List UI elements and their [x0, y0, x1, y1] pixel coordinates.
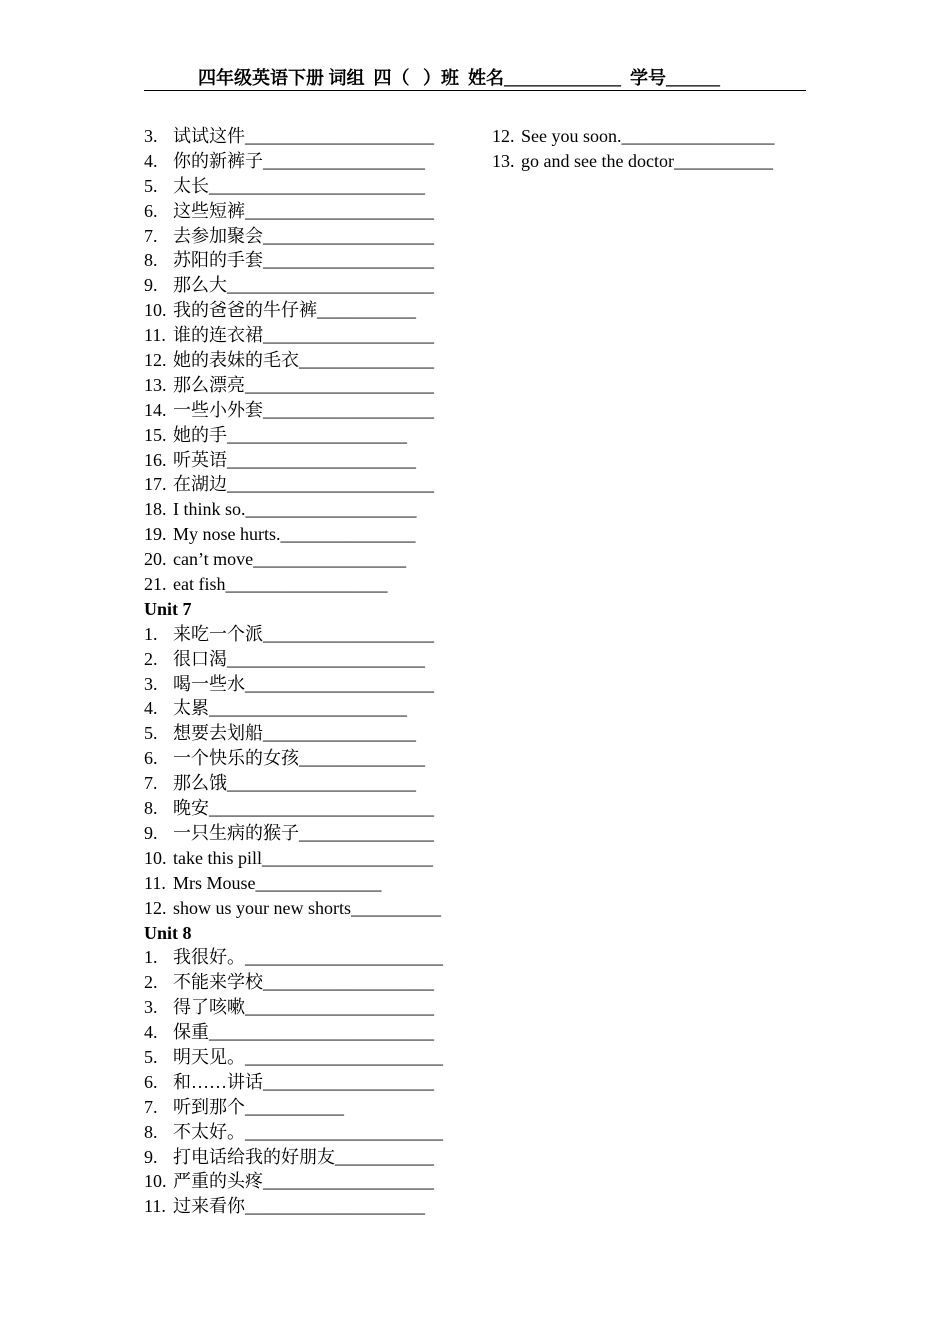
exercise-item	[144, 224, 484, 249]
exercise-item	[144, 846, 484, 871]
item-text: 过来看你____________________	[173, 1196, 425, 1217]
item-number: 4.	[144, 150, 158, 171]
item-number: 11.	[144, 1196, 166, 1217]
exercise-item	[492, 149, 812, 174]
item-number: 7.	[144, 1096, 158, 1117]
item-text: 她的手____________________	[173, 424, 407, 445]
item-text: 喝一些水_____________________	[173, 673, 434, 694]
item-number: 9.	[144, 1146, 158, 1167]
exercise-item	[144, 821, 484, 846]
exercise-item	[144, 547, 484, 572]
item-text: eat fish__________________	[173, 574, 388, 595]
exercise-item	[144, 696, 484, 721]
item-number: 11.	[144, 872, 166, 893]
exercise-item	[144, 448, 484, 473]
item-text: 听到那个___________	[173, 1096, 344, 1117]
item-number: 12.	[144, 897, 167, 918]
item-number: 10.	[144, 300, 167, 321]
item-text: 试试这件_____________________	[173, 126, 434, 146]
unit-heading: Unit 7	[144, 598, 192, 619]
item-number: 3.	[144, 673, 158, 694]
item-number: 5.	[144, 175, 158, 196]
item-text: 保重_________________________	[173, 1022, 434, 1043]
item-number: 8.	[144, 798, 158, 819]
item-number: 1.	[144, 623, 158, 644]
exercise-item	[144, 721, 484, 746]
exercise-item	[144, 174, 484, 199]
item-number: 8.	[144, 250, 158, 271]
item-number: 3.	[144, 997, 158, 1018]
item-number: 7.	[144, 773, 158, 794]
exercise-item	[144, 199, 484, 224]
item-text: 和……讲话___________________	[173, 1071, 434, 1092]
item-text: 很口渴______________________	[173, 648, 425, 669]
exercise-item	[144, 522, 484, 547]
exercise-item	[144, 398, 484, 423]
exercise-item	[144, 348, 484, 373]
item-number: 8.	[144, 1121, 158, 1142]
item-text: 太累______________________	[173, 698, 407, 719]
exercise-item	[144, 1145, 484, 1170]
item-number: 16.	[144, 449, 167, 470]
item-number: 9.	[144, 275, 158, 296]
exercise-item	[144, 995, 484, 1020]
item-number: 18.	[144, 499, 167, 520]
item-text: 去参加聚会___________________	[173, 225, 434, 246]
exercise-item	[144, 1020, 484, 1045]
item-text: 那么漂亮_____________________	[173, 374, 434, 395]
item-number: 6.	[144, 1071, 158, 1092]
item-text: 一个快乐的女孩______________	[173, 748, 425, 769]
item-text: Mrs Mouse______________	[173, 872, 382, 893]
item-text: 严重的头疼___________________	[173, 1171, 434, 1192]
item-text: 她的表妹的毛衣_______________	[173, 350, 434, 371]
item-text: 晚安_________________________	[173, 798, 434, 819]
item-number: 10.	[144, 1171, 167, 1192]
item-number: 7.	[144, 225, 158, 246]
item-number: 6.	[144, 748, 158, 769]
exercise-item	[144, 373, 484, 398]
unit-heading: Unit 8	[144, 922, 192, 943]
exercise-item	[144, 472, 484, 497]
item-number: 3.	[144, 126, 158, 146]
item-text: My nose hurts._______________	[173, 524, 416, 545]
exercise-item	[144, 298, 484, 323]
exercise-item	[144, 1169, 484, 1194]
exercise-item	[144, 1070, 484, 1095]
item-number: 4.	[144, 1022, 158, 1043]
item-text: 苏阳的手套___________________	[173, 250, 434, 271]
left-column	[144, 124, 484, 1219]
exercise-item	[144, 970, 484, 995]
item-number: 11.	[144, 325, 166, 346]
exercise-item	[144, 248, 484, 273]
item-number: 20.	[144, 549, 167, 570]
item-text: 打电话给我的好朋友___________	[173, 1146, 434, 1167]
item-text: 这些短裤_____________________	[173, 200, 434, 221]
exercise-item	[144, 771, 484, 796]
exercise-item	[144, 871, 484, 896]
page-header	[144, 66, 806, 91]
item-text: See you soon._________________	[521, 126, 775, 146]
item-text: 一只生病的猴子_______________	[173, 822, 434, 843]
item-text: show us your new shorts__________	[173, 897, 441, 918]
exercise-item	[144, 423, 484, 448]
item-number: 12.	[492, 126, 515, 146]
item-number: 21.	[144, 574, 167, 595]
item-number: 17.	[144, 474, 167, 495]
exercise-item	[144, 1095, 484, 1120]
exercise-item	[144, 572, 484, 597]
exercise-item	[144, 896, 484, 921]
item-text: 明天见。______________________	[173, 1046, 443, 1067]
item-number: 10.	[144, 847, 167, 868]
item-text: 那么饿_____________________	[173, 773, 416, 794]
item-text: 想要去划船_________________	[173, 723, 416, 744]
item-number: 2.	[144, 972, 158, 993]
exercise-item	[144, 124, 484, 149]
item-number: 15.	[144, 424, 167, 445]
item-number: 5.	[144, 723, 158, 744]
item-text: 不太好。______________________	[173, 1121, 443, 1142]
exercise-item	[144, 149, 484, 174]
item-text: 得了咳嗽_____________________	[173, 997, 434, 1018]
item-number: 1.	[144, 947, 158, 968]
item-text: take this pill___________________	[173, 847, 433, 868]
exercise-item	[144, 622, 484, 647]
item-number: 13.	[144, 374, 167, 395]
item-text: 那么大_______________________	[173, 275, 434, 296]
worksheet-title: 四年级英语下册 词组 四（ ）班 姓名_____________ 学号______	[198, 68, 720, 88]
item-number: 5.	[144, 1046, 158, 1067]
item-number: 12.	[144, 350, 167, 371]
item-text: 太长________________________	[173, 175, 425, 196]
item-text: I think so.___________________	[173, 499, 417, 520]
item-text: go and see the doctor___________	[521, 150, 773, 171]
exercise-item	[144, 746, 484, 771]
item-text: 谁的连衣裙___________________	[173, 325, 434, 346]
right-column	[492, 124, 812, 174]
exercise-item	[144, 672, 484, 697]
exercise-item	[492, 124, 812, 149]
item-text: 不能来学校___________________	[173, 972, 434, 993]
exercise-item	[144, 323, 484, 348]
exercise-item	[144, 1194, 484, 1219]
item-number: 13.	[492, 150, 515, 171]
item-number: 2.	[144, 648, 158, 669]
item-text: 一些小外套___________________	[173, 399, 434, 420]
item-text: 来吃一个派___________________	[173, 623, 434, 644]
exercise-item	[144, 945, 484, 970]
item-number: 9.	[144, 822, 158, 843]
exercise-item	[144, 497, 484, 522]
item-number: 14.	[144, 399, 167, 420]
exercise-item	[144, 273, 484, 298]
item-text: 我的爸爸的牛仔裤___________	[173, 300, 416, 321]
exercise-item	[144, 1045, 484, 1070]
item-number: 19.	[144, 524, 167, 545]
exercise-item	[144, 647, 484, 672]
item-text: can’t move_________________	[173, 549, 407, 570]
item-text: 听英语_____________________	[173, 449, 416, 470]
item-text: 我很好。______________________	[173, 947, 443, 968]
item-number: 4.	[144, 698, 158, 719]
item-text: 在湖边_______________________	[173, 474, 434, 495]
item-text: 你的新裤子__________________	[173, 150, 425, 171]
exercise-item	[144, 1120, 484, 1145]
exercise-item	[144, 796, 484, 821]
item-number: 6.	[144, 200, 158, 221]
